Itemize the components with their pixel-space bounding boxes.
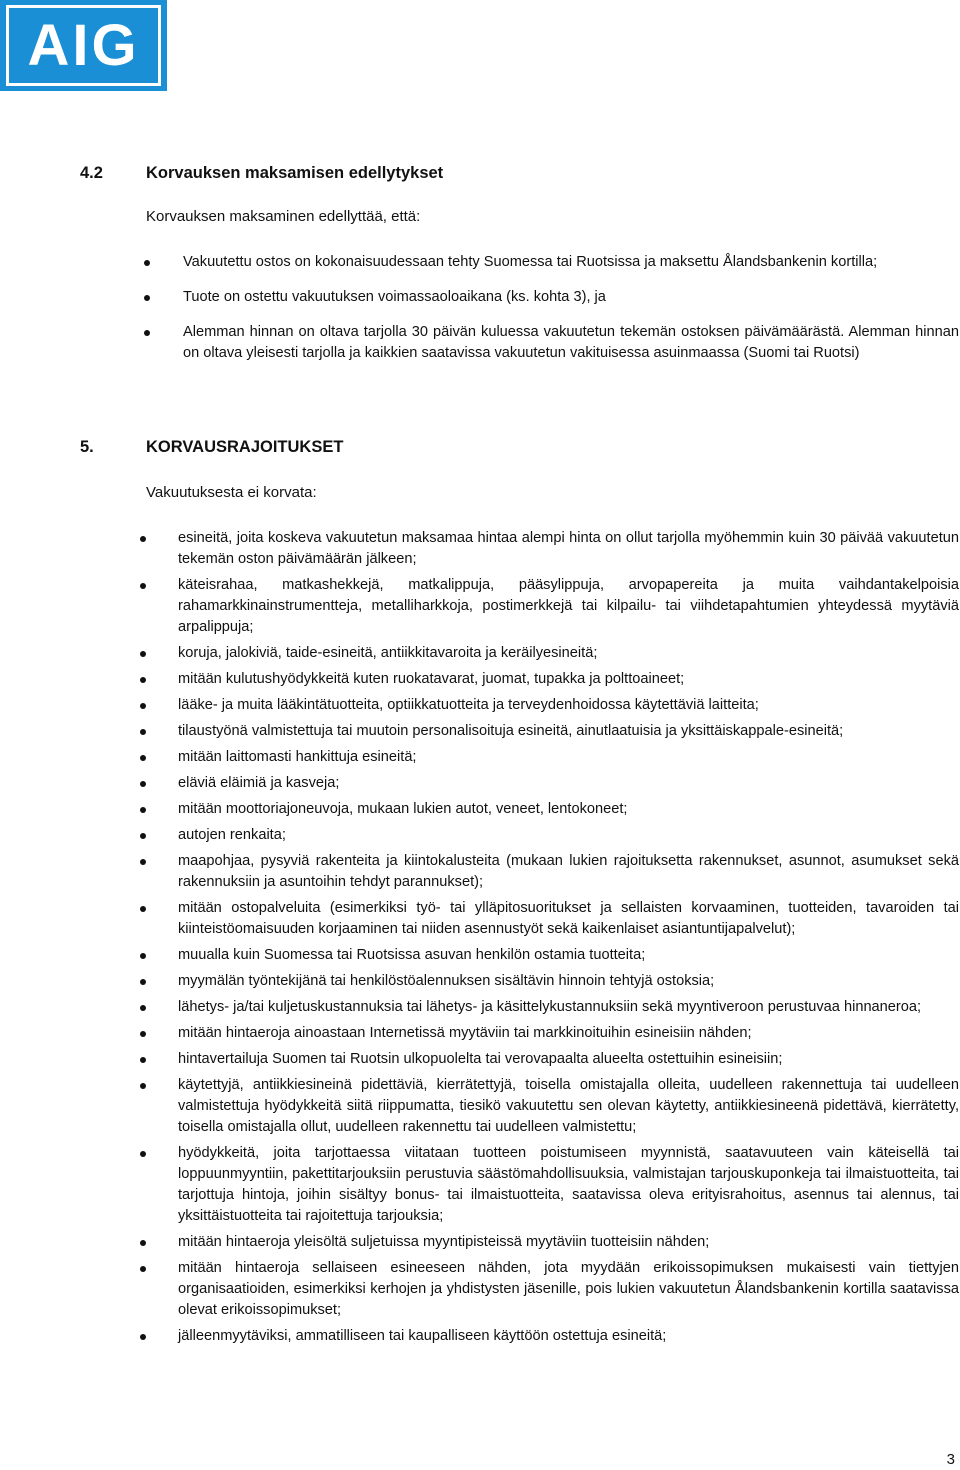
- section-heading-5: [80, 438, 343, 457]
- list-item: tilaustyönä valmistettuja tai muutoin personalisoituja esineitä, ainutlaatuisia ja yksittäiskappale-esineitä;: [178, 721, 959, 742]
- list-item: Vakuutettu ostos on kokonaisuudessaan tehty Suomessa tai Ruotsissa ja maksettu Ålandsbankenin kortilla;: [183, 252, 959, 273]
- list-item: mitään laittomasti hankittuja esineitä;: [178, 747, 959, 768]
- aig-logo: [0, 0, 167, 91]
- page-number: 3: [946, 1451, 955, 1468]
- list-item: mitään hintaeroja sellaiseen esineeseen nähden, jota myydään erikoissopimuksen mukaisesti vain tiettyjen organisaatioiden, esimerkiksi kerhojen ja yhdistysten jäsenille, pois lukien vakuutetun Ålandsbankenin kortilla saatavissa olevat erikoissopimukset;: [178, 1258, 959, 1321]
- list-item: lääke- ja muita lääkintätuotteita, optiikkatuotteita ja terveydenhoidossa käytettäviä laitteita;: [178, 695, 959, 716]
- list-item: maapohjaa, pysyviä rakenteita ja kiintokalusteita (mukaan lukien rajoituksetta rakennukset, asunnot, asumukset sekä rakennuksiin ja asuntoihin tehdyt parannukset);: [178, 851, 959, 893]
- exclusions-list: [178, 528, 959, 1352]
- list-item: hintavertailuja Suomen tai Ruotsin ulkopuolelta tai verovapaalta alueelta ostettuihin esineisiin;: [178, 1049, 959, 1070]
- list-item: mitään moottoriajoneuvoja, mukaan lukien autot, veneet, lentokoneet;: [178, 799, 959, 820]
- list-item: autojen renkaita;: [178, 825, 959, 846]
- list-item: mitään hintaeroja yleisöltä suljetuissa myyntipisteissä myytäviin tuotteisiin nähden;: [178, 1232, 959, 1253]
- list-item: käytettyjä, antiikkiesineinä pidettäviä, kierrätettyjä, toisella omistajalla olleita, uudelleen rakennettuja tai uudelleen valmistettuja hyödykkeitä siitä riippumatta, tiesikö vakuutettu sen olevan käytetty, antiikkiesineenä pidettävä, kierrätetty, toisella omistajalla ollut, uudelleen rakennettu tai uudelleen valmistettu;: [178, 1075, 959, 1138]
- section-intro: Vakuutuksesta ei korvata:: [146, 484, 317, 501]
- logo-text: AIG: [27, 12, 140, 78]
- list-item: eläviä eläimiä ja kasveja;: [178, 773, 959, 794]
- list-item: jälleenmyytäviksi, ammatilliseen tai kaupalliseen käyttöön ostettuja esineitä;: [178, 1326, 959, 1347]
- section-number: 4.2: [80, 164, 103, 182]
- section-title: KORVAUSRAJOITUKSET: [146, 438, 344, 456]
- list-item: mitään ostopalveluita (esimerkiksi työ- tai ylläpitosuoritukset ja sellaisten korvaaminen, tuotteiden, tavaroiden tai kiinteistöomaisuuden korjaaminen tai niiden asennustyöt sekä kaikenlaiset asiantuntijapalvelut);: [178, 898, 959, 940]
- list-item: mitään hintaeroja ainoastaan Internetissä myytäviin tai markkinoituihin esineisiin nähden;: [178, 1023, 959, 1044]
- list-item: Tuote on ostettu vakuutuksen voimassaoloaikana (ks. kohta 3), ja: [183, 287, 959, 308]
- list-item: hyödykkeitä, joita tarjottaessa viitataan tuotteen poistumiseen myynnistä, saatavuuteen vain käteisellä tai loppuunmyyntiin, pakettitarjouksiin perustuvia säästömahdollisuuksia, valmistajan tarjouskuponkeja tai ilmaistuotteita, tai tarjottuja hintoja, joihin sisältyy bonus- tai ilmaistuotteita, saatavissa oleva erityisrahoitus, asennus tai alennus, tai yksittäistuotteita tai rajoitettuja tarjouksia;: [178, 1143, 959, 1227]
- list-item: Alemman hinnan on oltava tarjolla 30 päivän kuluessa vakuutetun tekemän ostoksen päivämäärästä. Alemman hinnan on oltava yleisesti tarjolla ja kaikkien saatavissa vakuutetun vakituisessa asuinmaassa (Suomi tai Ruotsi): [183, 322, 959, 364]
- list-item: myymälän työntekijänä tai henkilöstöalennuksen sisältävin hinnoin tehtyjä ostoksia;: [178, 971, 959, 992]
- section-title: Korvauksen maksamisen edellytykset: [146, 164, 444, 182]
- logo-frame: [6, 5, 161, 86]
- list-item: muualla kuin Suomessa tai Ruotsissa asuvan henkilön ostamia tuotteita;: [178, 945, 959, 966]
- list-item: käteisrahaa, matkashekkejä, matkalippuja, pääsylippuja, arvopapereita ja muita vaihdantakelpoisia rahamarkkinainstrumentteja, metalliharkkoja, postimerkkejä tai kilpailu- tai viihdetapahtumien yhteydessä myytäviä arpalippuja;: [178, 575, 959, 638]
- list-item: esineitä, joita koskeva vakuutetun maksamaa hintaa alempi hinta on ollut tarjolla myöhemmin kuin 30 päivää vakuutetun tekemän oston päivämäärän jälkeen;: [178, 528, 959, 570]
- list-item: mitään kulutushyödykkeitä kuten ruokatavarat, juomat, tupakka ja polttoaineet;: [178, 669, 959, 690]
- conditions-list: [183, 252, 959, 364]
- list-item: lähetys- ja/tai kuljetuskustannuksia tai lähetys- ja käsittelykustannuksiin sekä myyntiveroon perustuvaa hinnaneroa;: [178, 997, 959, 1018]
- section-number: 5.: [80, 438, 94, 456]
- list-item: koruja, jalokiviä, taide-esineitä, antiikkitavaroita ja keräilyesineitä;: [178, 643, 959, 664]
- section-heading-4-2: [80, 164, 443, 183]
- section-intro: Korvauksen maksaminen edellyttää, että:: [146, 208, 421, 225]
